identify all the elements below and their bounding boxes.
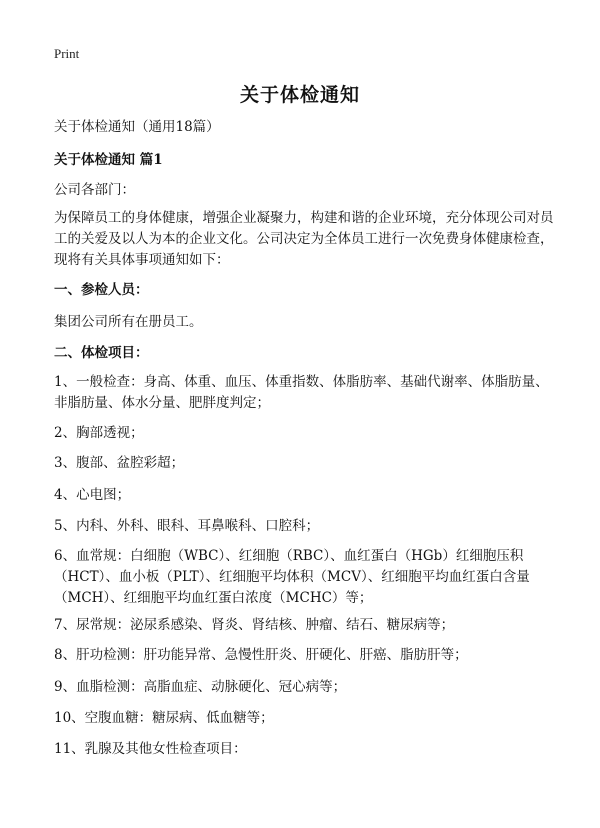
salutation: 公司各部门： bbox=[54, 182, 135, 198]
list-item: 7、尿常规：泌尿系感染、肾炎、肾结核、肿瘤、结石、糖尿病等； bbox=[54, 617, 455, 633]
list-item: 8、肝功检测：肝功能异常、急慢性肝炎、肝硬化、肝癌、脂肪肝等； bbox=[54, 647, 468, 663]
participants-heading: 一、参检人员： bbox=[54, 282, 149, 298]
page-title: 关于体检通知 bbox=[239, 84, 360, 106]
section-heading: 关于体检通知 篇1 bbox=[54, 152, 163, 168]
list-item: 9、血脂检测：高脂血症、动脉硬化、冠心病等； bbox=[54, 679, 347, 695]
list-item: 6、血常规：白细胞（WBC）、红细胞（RBC）、血红蛋白（HGb）红细胞压积（HCT）、血小板（PLT）、红细胞平均体积（MCV）、红细胞平均血红蛋白含量（MCH）、红细胞平均血红蛋白浓度（MCHC）等； bbox=[54, 548, 530, 606]
list-item: 4、心电图； bbox=[54, 487, 131, 503]
list-item: 2、胸部透视； bbox=[54, 425, 144, 441]
list-item: 3、腹部、盆腔彩超； bbox=[54, 455, 185, 471]
list-item: 5、内科、外科、眼科、耳鼻喉科、口腔科； bbox=[54, 518, 320, 534]
intro-paragraph: 为保障员工的身体健康，增强企业凝聚力，构建和谐的企业环境，充分体现公司对员工的关爱及以人为本的企业文化。公司决定为全体员工进行一次免费身体健康检查，现将有关具体事项通知如下： bbox=[54, 210, 554, 268]
document-subtitle: 关于体检通知（通用18篇） bbox=[54, 119, 220, 135]
list-item: 1、一般检查：身高、体重、血压、体重指数、体脂肪率、基础代谢率、体脂肪量、非脂肪量、体水分量、肥胖度判定； bbox=[54, 374, 549, 411]
print-link[interactable]: Print bbox=[54, 46, 80, 61]
items-heading: 二、体检项目： bbox=[54, 345, 149, 361]
list-item: 11、乳腺及其他女性检查项目： bbox=[54, 741, 247, 757]
list-item: 10、空腹血糖：糖尿病、低血糖等； bbox=[54, 710, 274, 726]
participants-text: 集团公司所有在册员工。 bbox=[54, 314, 203, 330]
